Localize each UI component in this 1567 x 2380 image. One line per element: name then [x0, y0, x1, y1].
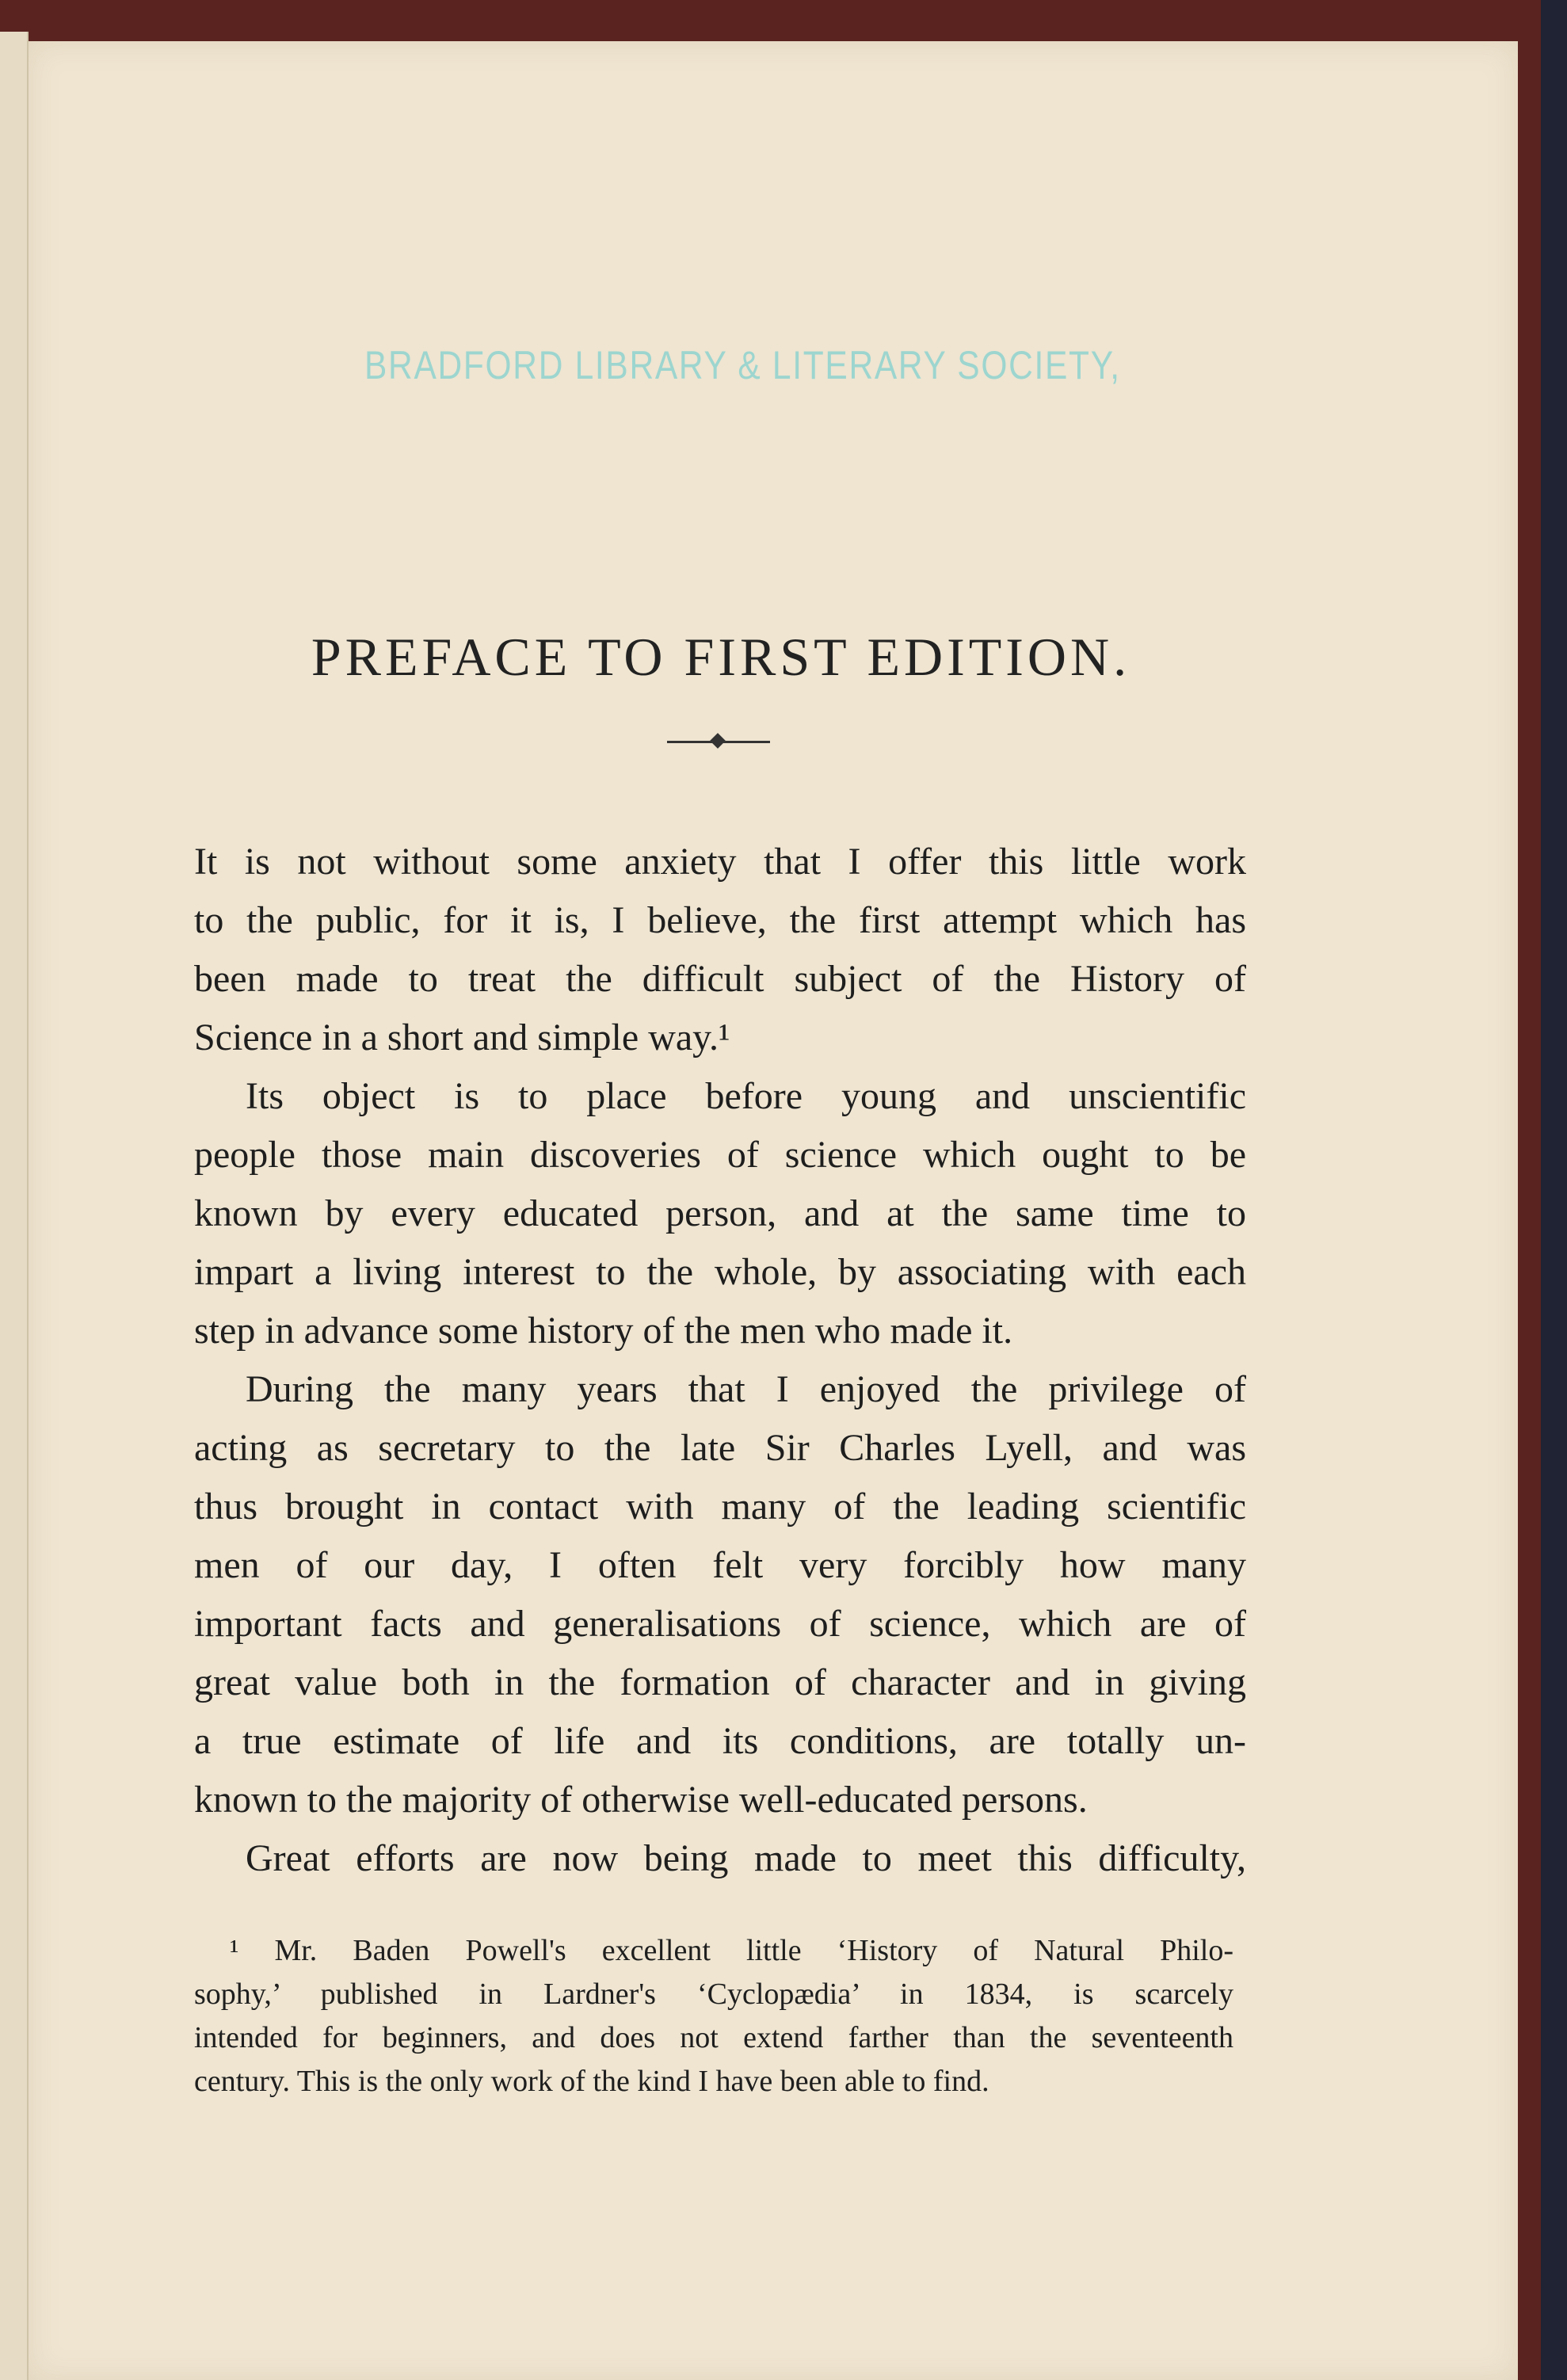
footnote-line: ¹ Mr. Baden Powell's excellent little ‘History of Natural Philo- — [230, 1934, 1233, 1967]
left-page-edge — [0, 32, 29, 2380]
footnote-line: sophy,’ published in Lardner's ‘Cyclopædia’ in 1834, is scarcely — [194, 1978, 1233, 2011]
body-line: During the many years that I enjoyed the privilege of — [246, 1368, 1246, 1410]
body-line: great value both in the formation of character and in giving — [194, 1661, 1246, 1703]
body-line: Its object is to place before young and unscientific — [246, 1075, 1246, 1117]
library-stamp: BRADFORD LIBRARY & LITERARY SOCIETY, — [364, 343, 1121, 387]
body-line: thus brought in contact with many of the leading scientific — [194, 1486, 1246, 1528]
body-line: known by every educated person, and at the same time to — [194, 1192, 1246, 1234]
body-line: impart a living interest to the whole, by associating with each — [194, 1251, 1246, 1293]
page-title: PREFACE TO FIRST EDITION. — [311, 627, 1131, 687]
body-line: to the public, for it is, I believe, the first attempt which has — [194, 899, 1246, 941]
body-line: important facts and generalisations of science, which are of — [194, 1603, 1246, 1645]
body-line: Science in a short and simple way.¹ — [194, 1016, 730, 1058]
body-line: step in advance some history of the men who made it. — [194, 1310, 1013, 1352]
body-line: acting as secretary to the late Sir Charles Lyell, and was — [194, 1427, 1246, 1469]
body-line: people those main discoveries of science which ought to be — [194, 1134, 1246, 1176]
body-line: men of our day, I often felt very forcibly how many — [194, 1544, 1246, 1586]
footnote-line: intended for beginners, and does not extend farther than the seventeenth — [194, 2021, 1233, 2054]
footnote-line: century. This is the only work of the kind I have been able to find. — [194, 2065, 989, 2098]
body-line: Great efforts are now being made to meet this difficulty, — [246, 1837, 1246, 1879]
ornament-divider — [667, 741, 770, 743]
body-line: been made to treat the difficult subject of the History of — [194, 958, 1246, 1000]
body-line: known to the majority of otherwise well-educated persons. — [194, 1779, 1088, 1821]
body-line: It is not without some anxiety that I offer this little work — [194, 841, 1246, 883]
body-line: a true estimate of life and its conditions, are totally un- — [194, 1720, 1246, 1762]
